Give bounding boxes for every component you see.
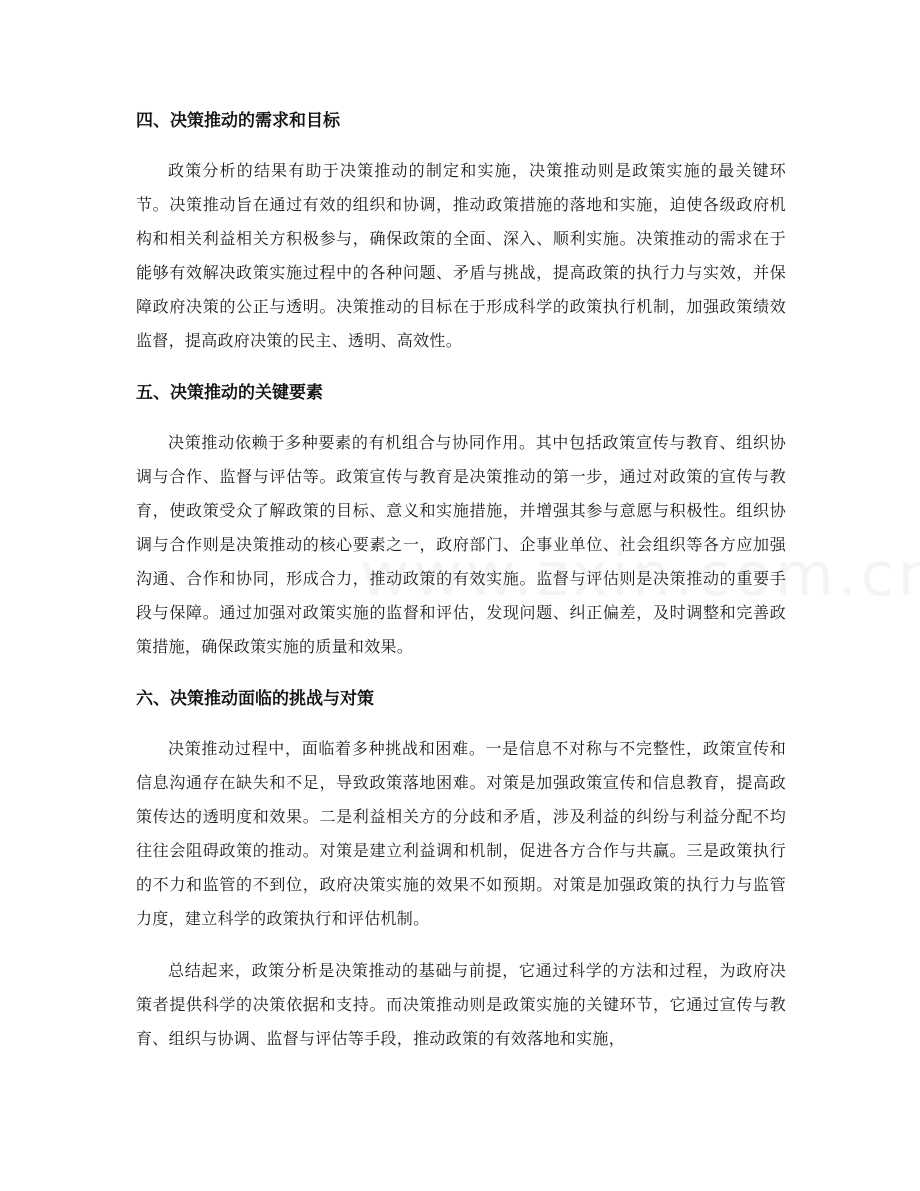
- section-heading: 六、决策推动面临的挑战与对策: [136, 689, 374, 709]
- document-page: [136, 104, 786, 1074]
- body-paragraph: 总结起来，政策分析是决策推动的基础与前提，它通过科学的方法和过程，为政府决策者提供科学的决策依据和支持。而决策推动则是政策实施的关键环节，它通过宣传与教育、组织与协调、监督与评估等手段，推动政策的有效落地和实施，: [136, 961, 786, 1048]
- body-paragraph: 决策推动过程中，面临着多种挑战和困难。一是信息不对称与不完整性，政策宣传和信息沟通存在缺失和不足，导致政策落地困难。对策是加强政策宣传和信息教育，提高政策传达的透明度和效果。二是利益相关方的分歧和矛盾，涉及利益的纠纷与利益分配不均往往会阻碍政策的推动。对策是建立利益调和机制，促进各方合作与共赢。三是政策执行的不力和监管的不到位，政府决策实施的效果不如预期。对策是加强政策的执行力与监管力度，建立科学的政策执行和评估机制。: [136, 739, 786, 928]
- body-paragraph: 政策分析的结果有助于决策推动的制定和实施，决策推动则是政策实施的最关键环节。决策推动旨在通过有效的组织和协调，推动政策措施的落地和实施，迫使各级政府机构和相关利益相关方积极参与，确保政策的全面、深入、顺利实施。决策推动的需求在于能够有效解决政策实施过程中的各种问题、矛盾与挑战，提高政策的执行力与实效，并保障政府决策的公正与透明。决策推动的目标在于形成科学的政策执行机制，加强政策绩效监督，提高政府决策的民主、透明、高效性。: [136, 161, 786, 350]
- section-4: [136, 104, 786, 358]
- body-paragraph: 决策推动依赖于多种要素的有机组合与协同作用。其中包括政策宣传与教育、组织协调与合作、监督与评估等。政策宣传与教育是决策推动的第一步，通过对政策的宣传与教育，使政策受众了解政策的目标、意义和实施措施，并增强其参与意愿与积极性。组织协调与合作则是决策推动的核心要素之一，政府部门、企事业单位、社会组织等各方应加强沟通、合作和协同，形成合力，推动政策的有效实施。监督与评估则是决策推动的重要手段与保障。通过加强对政策实施的监督和评估，发现问题、纠正偏差，及时调整和完善政策措施，确保政策实施的质量和效果。: [136, 433, 786, 656]
- section-heading: 四、决策推动的需求和目标: [136, 111, 340, 131]
- section-heading: 五、决策推动的关键要素: [136, 383, 323, 403]
- section-5: [136, 376, 786, 664]
- section-6: [136, 682, 786, 1056]
